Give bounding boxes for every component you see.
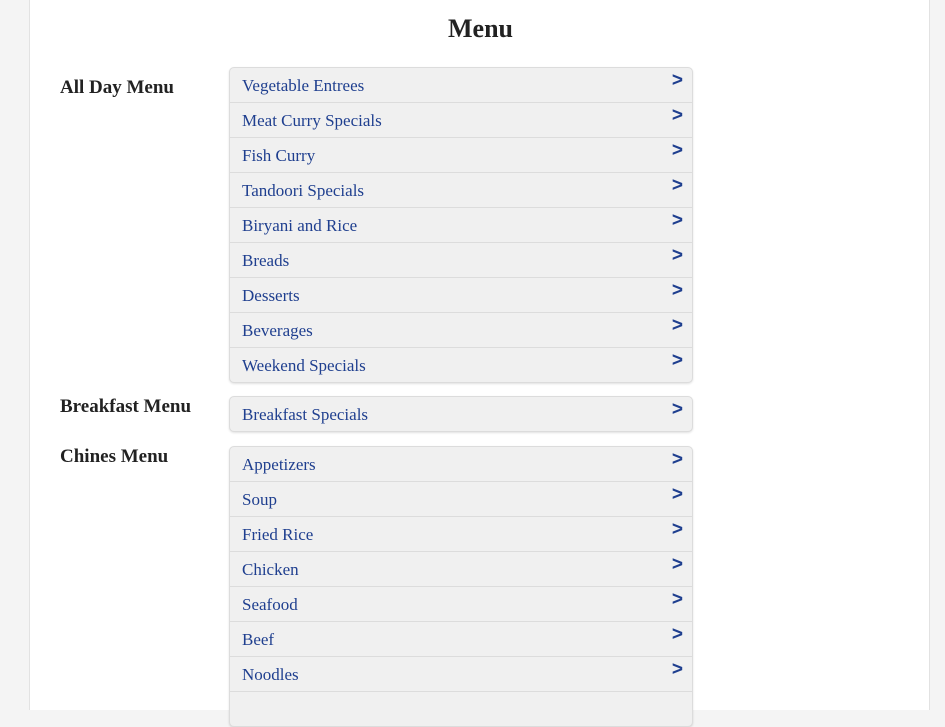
chevron-right-icon: > — [671, 624, 683, 645]
menu-item-beef[interactable] — [230, 622, 692, 657]
chevron-right-icon: > — [671, 399, 683, 420]
menu-list-breakfast — [229, 396, 693, 432]
menu-item-label[interactable]: Seafood — [242, 595, 298, 614]
page-title: Menu — [448, 14, 513, 43]
chevron-right-icon: > — [671, 484, 683, 505]
menu-item-seafood[interactable] — [230, 587, 692, 622]
menu-item-tandoori-specials[interactable] — [230, 173, 692, 208]
menu-item-label[interactable]: Tandoori Specials — [242, 181, 365, 200]
chevron-right-icon: > — [671, 105, 683, 126]
menu-item-biryani-and-rice[interactable] — [230, 208, 692, 243]
menu-item-noodles[interactable] — [230, 657, 692, 692]
menu-item-label[interactable]: Beef — [242, 630, 275, 649]
menu-item-vegetable-entrees[interactable] — [230, 68, 692, 103]
menu-item-meat-curry-specials[interactable] — [230, 103, 692, 138]
menu-item-label[interactable]: Breakfast Specials — [242, 405, 369, 424]
chevron-right-icon: > — [671, 315, 683, 336]
menu-item-breakfast-specials[interactable] — [230, 397, 692, 431]
menu-list-all-day — [229, 67, 693, 383]
menu-item-item[interactable] — [230, 692, 692, 726]
chevron-right-icon: > — [671, 140, 683, 161]
chevron-right-icon: > — [671, 659, 683, 680]
menu-page — [29, 0, 930, 710]
menu-item-label[interactable]: Desserts — [242, 286, 300, 305]
menu-item-fried-rice[interactable] — [230, 517, 692, 552]
chevron-right-icon: > — [671, 245, 683, 266]
menu-item-label[interactable]: Beverages — [242, 321, 313, 340]
menu-item-label[interactable]: Meat Curry Specials — [242, 111, 382, 130]
chevron-right-icon: > — [671, 589, 683, 610]
section-label: All Day Menu — [60, 77, 174, 98]
menu-item-label[interactable]: Chicken — [242, 560, 299, 579]
chevron-right-icon: > — [671, 70, 683, 91]
section-label: Breakfast Menu — [60, 396, 192, 417]
chevron-right-icon: > — [671, 350, 683, 371]
menu-item-chicken[interactable] — [230, 552, 692, 587]
menu-item-desserts[interactable] — [230, 278, 692, 313]
menu-item-soup[interactable] — [230, 482, 692, 517]
menu-item-label[interactable]: Appetizers — [242, 455, 316, 474]
section-label: Chines Menu — [60, 446, 169, 467]
menu-item-label[interactable]: Fish Curry — [242, 146, 316, 165]
menu-item-appetizers[interactable] — [230, 447, 692, 482]
menu-item-beverages[interactable] — [230, 313, 692, 348]
menu-item-label[interactable]: Weekend Specials — [242, 356, 366, 375]
menu-list-chines — [229, 446, 693, 727]
menu-item-label[interactable]: Soup — [242, 490, 277, 509]
menu-item-label[interactable]: Noodles — [242, 665, 299, 684]
chevron-right-icon: > — [671, 175, 683, 196]
chevron-right-icon: > — [671, 554, 683, 575]
chevron-right-icon: > — [671, 519, 683, 540]
menu-item-label[interactable]: Vegetable Entrees — [242, 76, 365, 95]
menu-item-label[interactable]: Breads — [242, 251, 290, 270]
menu-item-label[interactable]: Biryani and Rice — [242, 216, 358, 235]
menu-item-weekend-specials[interactable] — [230, 348, 692, 382]
menu-item-breads[interactable] — [230, 243, 692, 278]
chevron-right-icon: > — [671, 280, 683, 301]
chevron-right-icon: > — [671, 210, 683, 231]
menu-item-label[interactable]: Fried Rice — [242, 525, 314, 544]
menu-item-fish-curry[interactable] — [230, 138, 692, 173]
chevron-right-icon: > — [671, 449, 683, 470]
